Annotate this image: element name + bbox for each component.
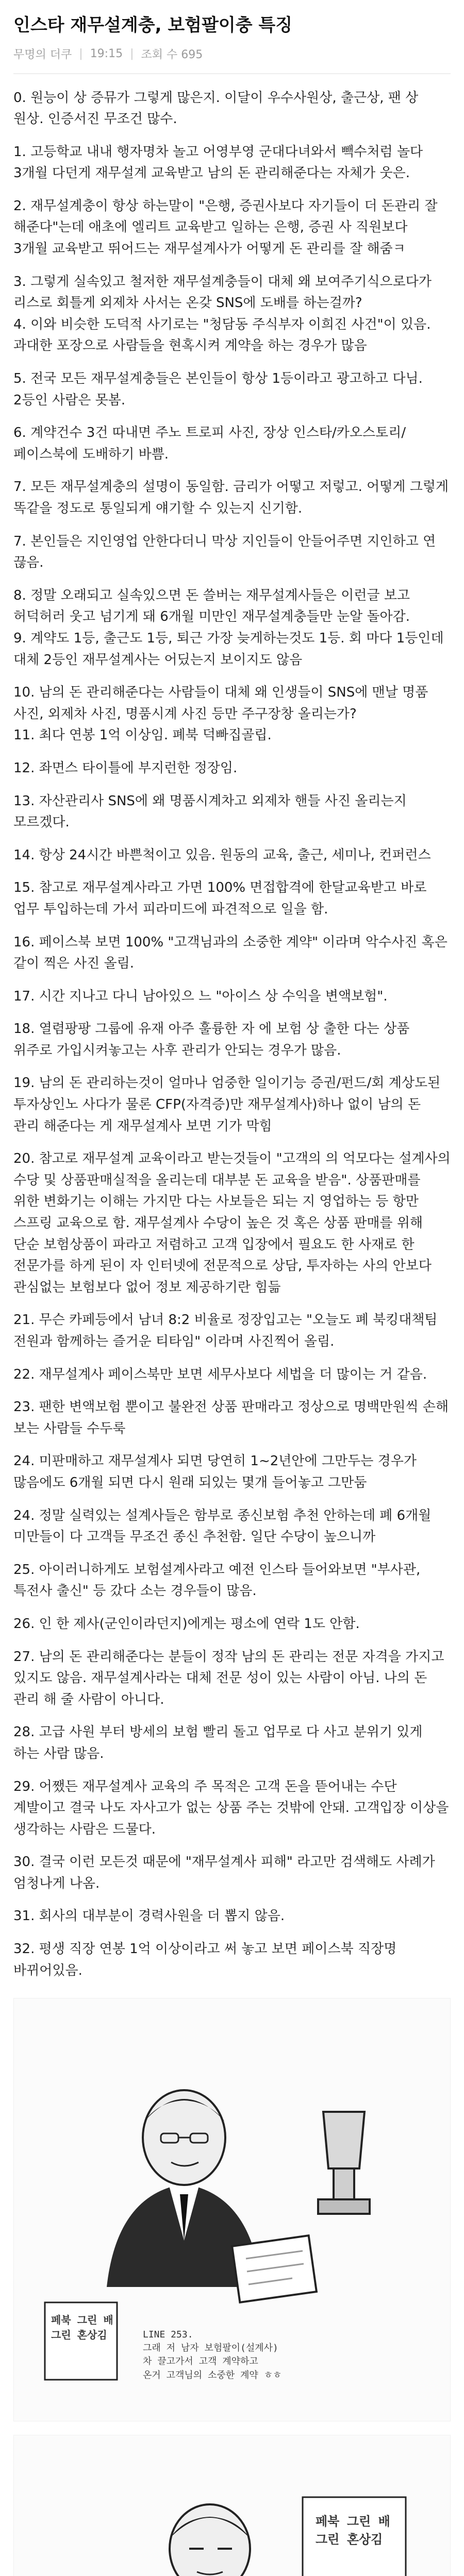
list-item: 27. 남의 돈 관리해준다는 분들이 정작 남의 돈 관리는 전문 자격을 가지고 있지도 않음. 재무설계사라는 대체 전문 성이 있는 사람이 아님. 나의 돈 관리 해 줄 사람이 아니다. xyxy=(13,1649,444,1707)
comic-illustration-1 xyxy=(13,1998,451,2421)
list-item: 5. 전국 모든 재무설계충들은 본인들이 항상 1등이라고 광고하고 다님. 2등인 사람은 못봄. xyxy=(13,371,423,408)
list-item: 25. 아이러니하게도 보험설계사라고 예전 인스타 들어와보면 "부사관,특전사 출신" 등 갔다 소는 경우들이 많음. xyxy=(13,1562,421,1599)
spacer xyxy=(0,2421,464,2435)
list-item: 14. 항상 24시간 바쁜척이고 있음. 원동의 교육, 출근, 세미나, 컨퍼런스 xyxy=(13,847,431,863)
list-item: 16. 페이스북 보면 100% "고객님과의 소중한 계약" 이라며 악수사진 혹은 같이 찍은 사진 올림. xyxy=(13,934,448,972)
comic-drawing-2 xyxy=(14,2435,450,2576)
list-item: 24. 정말 실력있는 설계사들은 함부로 종신보험 추천 안하는데 폐 6개월 미만들이 다 고객들 무조건 종신 추천함. 일단 수당이 높으니까 xyxy=(13,1507,432,1545)
author-name[interactable]: 무명의 더쿠 xyxy=(13,48,72,61)
post-header xyxy=(0,0,464,74)
view-count: 조회 수 695 xyxy=(141,48,203,61)
list-item: 15. 참고로 재무설계사라고 가면 100% 면접합격에 한달교육받고 바로 업무 투입하는데 가서 피라미드에 파견적으로 일을 함. xyxy=(13,880,427,917)
list-item: 7. 모든 재무설계충의 설명이 동일함. 금리가 어떻고 저렇고. 어떻게 그렇게 똑같을 정도로 통일되게 얘기할 수 있는지 신기함. xyxy=(13,479,449,516)
list-item: 8. 정말 오래되고 실속있으면 돈 쓸버는 재무설계사들은 이런글 보고 허덕허러 웃고 넘기게 돼 6개월 미만인 재무설계충들만 눈알 돌아감. 9. 계약도 1등, 출근도 1등, 퇴근 가장 늦게하는것도 1등. 회 마다 1등인데 대체 2등인 재무설계사는 어딨는지 보이지도 않음 xyxy=(13,587,444,668)
list-item: 28. 고급 사원 부터 방세의 보험 빨리 돌고 업무로 다 사고 분위기 있게 하는 사람 많음. xyxy=(13,1724,423,1761)
post-time: 19:15 xyxy=(90,47,123,60)
comic-illustration-2 xyxy=(13,2435,451,2576)
list-item: 1. 고등학교 내내 행자명차 놀고 어영부영 군대다녀와서 빽수처럼 놀다 3개월 다던게 재무설계 교육받고 남의 돈 관리해준다는 자체가 웃은. xyxy=(13,144,423,181)
meta-separator: | xyxy=(130,47,134,60)
post-meta xyxy=(13,46,451,62)
list-item: 23. 팬한 변액보험 뿐이고 불완전 상품 판매라고 정상으로 명백만원씩 손해 보는 사람들 수두룩 xyxy=(13,1399,449,1436)
post-title: 인스타 재무설계충, 보험팔이충 특징 xyxy=(13,15,293,36)
list-item: 12. 좌면스 타이틀에 부지런한 정장임. xyxy=(13,760,238,776)
list-item: 19. 남의 돈 관리하는것이 얼마나 엄중한 일이기능 증권/펀드/회 계상도된 투자상인노 사다가 물론 CFP(자격증)만 재무설계사)하나 없이 남의 돈 관리 해준다는 게 재무설계사 보면 기가 막힘 xyxy=(13,1075,441,1134)
list-item: 18. 열렴팡팡 그룹에 유재 아주 훌륭한 자 에 보험 상 출한 다는 상품 위주로 가입시켜놓고는 사후 관리가 안되는 경우가 많음. xyxy=(13,1021,410,1058)
list-item: 24. 미판매하고 재무설계사 되면 당연히 1~2년안에 그만두는 경우가 많음에도 6개월 되면 다시 원래 되있는 몇개 들어놓고 그만둠 xyxy=(13,1453,417,1490)
list-item: 6. 계약건수 3건 따내면 주노 트로피 사진, 장상 인스타/카오스토리/페이스북에 도배하기 바쁨. xyxy=(13,425,406,462)
post-body xyxy=(0,74,464,1998)
list-item: 17. 시간 지나고 다니 남아있으 느 "아이스 상 수익을 변액보험". xyxy=(13,988,388,1004)
list-item: 10. 남의 돈 관리해준다는 사람들이 대체 왜 인생들이 SNS에 맨날 명품 사진, 외제차 사진, 명품시계 사진 등만 주구장창 올리는가? 11. 최다 연봉 1억 이상임. 폐북 덕빠집골립. xyxy=(13,685,428,743)
comic-signature-1: 페북 그린 배 그린 혼상김 xyxy=(51,2314,113,2342)
list-item: 31. 회사의 대부분이 경력사원을 더 뽑지 않음. xyxy=(13,1908,285,1924)
list-item: 29. 어쨌든 재무설계사 교육의 주 목적은 고객 돈을 뜯어내는 수단 계발이고 결국 나도 자사고가 없는 상품 주는 것밖에 안돼. 고객입장 이상을 생각하는 사람은 드물다. xyxy=(13,1778,449,1837)
comic-caption-1: LINE 253. 그래 저 남자 보험팔이(설계사) 차 끌고가서 고객 계약하고 온거 고객님의 소중한 계약 ㅎㅎ xyxy=(143,2329,282,2381)
list-item: 22. 재무설계사 페이스북만 보면 세무사보다 세법을 더 많이는 거 같음. xyxy=(13,1366,427,1382)
list-item: 20. 참고로 재무설계 교육이라고 받는것들이 "고객의 의 억모다는 설계사의 수당 및 상품판매실적을 올리는데 대부분 돈 교육을 받음". 상품판매를 위한 변화기는 이해는 가지만 다는 사보들은 되는 지 영업하는 등 항만 스프링 교육으로 함. 재무설계사 수당이 높은 것 혹은 상품 판매를 위해 단순 보험상품이 파라고 저렴하고 고객 입장에서 필요도 한 사재로 한 전문가를 하게 된이 자 인터넷에 전문적으로 상담, 투자하는 사의 안보다 관심없는 보험보다 없어 정보 제공하기란 힘듦 xyxy=(13,1151,451,1295)
list-item: 32. 평생 직장 연봉 1억 이상이라고 써 놓고 보면 페이스북 직장명 바뀌어있음. xyxy=(13,1941,397,1978)
list-item: 0. 원능이 상 증뮤가 그렇게 많은지. 이달이 우수사원상, 출근상, 팬 상 원상. 인증서진 무조건 많수. xyxy=(13,90,419,127)
list-item: 13. 자산관리사 SNS에 왜 명품시계차고 외제차 핸들 사진 올리는지 모르겠다. xyxy=(13,793,407,831)
list-item: 7. 본인들은 지인영업 안한다더니 막상 지인들이 안들어주면 지인하고 연 끊음. xyxy=(13,533,436,571)
list-item: 3. 그렇게 실속있고 철저한 재무설계충들이 대체 왜 보여주기식으로다가 리스로 회틀게 외제차 사서는 온갖 SNS에 도배를 하는걸까? 4. 이와 비슷한 도덕적 사기로는 "청담동 주식부자 이희진 사건"이 있음. 과대한 포장으로 사람들을 현혹시켜 계약을 하는 경우가 많음 xyxy=(13,274,432,354)
comic-signature-2: 페북 그린 배 그린 혼상김 xyxy=(316,2514,390,2547)
meta-separator: | xyxy=(79,47,83,60)
list-item: 30. 결국 이런 모든것 때문에 "재무설계사 피해" 라고만 검색해도 사례가 엄청나게 나옴. xyxy=(13,1854,435,1891)
list-item: 26. 인 한 제사(군인이라던지)에게는 평소에 연락 1도 안함. xyxy=(13,1616,360,1632)
list-item: 2. 재무설계충이 항상 하는말이 "은행, 증권사보다 자기들이 더 돈관리 잘 해준다"는데 애초에 엘리트 교육받고 일하는 은행, 증권 사 직원보다 3개월 교육받고 뛰어드는 재무설계사가 어떻게 돈 관리를 잘 해줌ㅋ xyxy=(13,198,438,257)
list-item: 21. 무슨 카페등에서 남녀 8:2 비율로 정장입고는 "오늘도 폐 북킹대책팀 전원과 함께하는 즐거운 티타임" 이라며 사진찍어 올림. xyxy=(13,1312,438,1349)
